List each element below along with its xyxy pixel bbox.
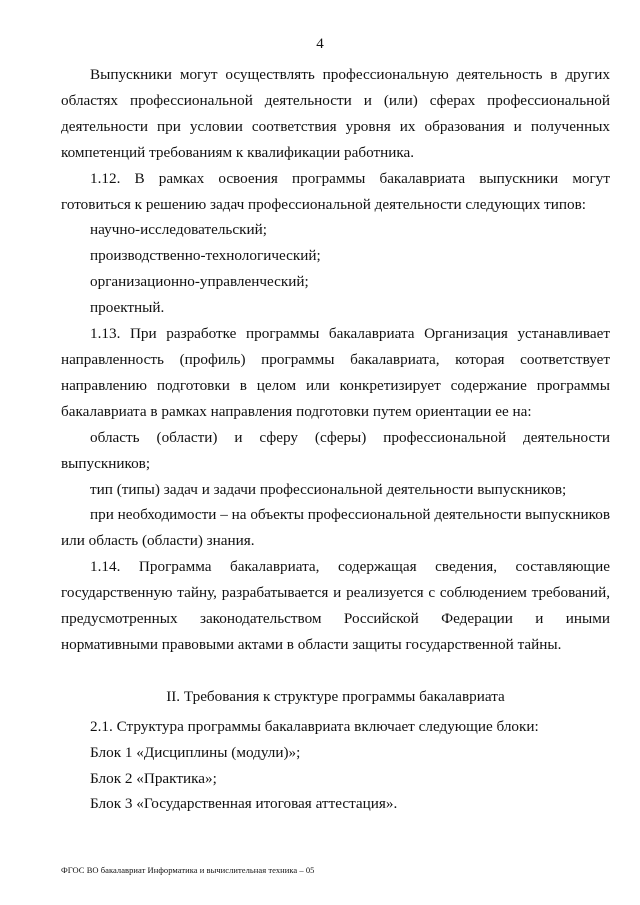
task-type-item: организационно-управленческий;: [90, 273, 309, 291]
focus-item: область (области) и сферу (сферы) профессиональной деятельности выпускников;: [61, 428, 610, 472]
page-number: 4: [316, 36, 324, 52]
block-item: Блок 1 «Дисциплины (модули)»;: [90, 743, 301, 761]
paragraph-1-13: 1.13. При разработке программы бакалавриата Организация устанавливает направленность (профиль) программы бакалавриата, которая соответствует направлению подготовки в целом или конкретизирует содержание программы бакалавриата в рамках направления подготовки путем ориентации ее на:: [61, 325, 610, 420]
page-footer: ФГОС ВО бакалавриат Информатика и вычислительная техника – 05: [61, 865, 315, 875]
task-type-item: производственно-технологический;: [90, 247, 321, 265]
paragraph-2-1: 2.1. Структура программы бакалавриата включает следующие блоки:: [90, 717, 539, 735]
block-item: Блок 3 «Государственная итоговая аттестация».: [90, 795, 398, 813]
focus-item: при необходимости – на объекты профессиональной деятельности выпускников или область (области) знания.: [61, 506, 610, 550]
block-item: Блок 2 «Практика»;: [90, 769, 217, 787]
paragraph-graduates-other-areas: Выпускники могут осуществлять профессиональную деятельность в других областях профессиональной деятельности и (или) сферах профессиональной деятельности при условии соответствия уровня их образования и полученных компетенций требованиям к квалификации работника.: [61, 66, 610, 161]
paragraph-1-14: 1.14. Программа бакалавриата, содержащая сведения, составляющие государственную тайну, разрабатывается и реализуется с соблюдением требований, предусмотренных законодательством Российской Федерации и иными нормативными правовыми актами в области защиты государственной тайны.: [61, 558, 610, 653]
document-body: [61, 62, 610, 817]
task-type-item: научно-исследовательский;: [90, 221, 267, 239]
focus-item: тип (типы) задач и задачи профессиональной деятельности выпускников;: [90, 480, 567, 498]
paragraph-1-12: 1.12. В рамках освоения программы бакалавриата выпускники могут готовиться к решению задач профессиональной деятельности следующих типов:: [61, 169, 610, 213]
section-heading: II. Требования к структуре программы бакалавриата: [166, 687, 505, 705]
task-type-item: проектный.: [90, 299, 165, 317]
